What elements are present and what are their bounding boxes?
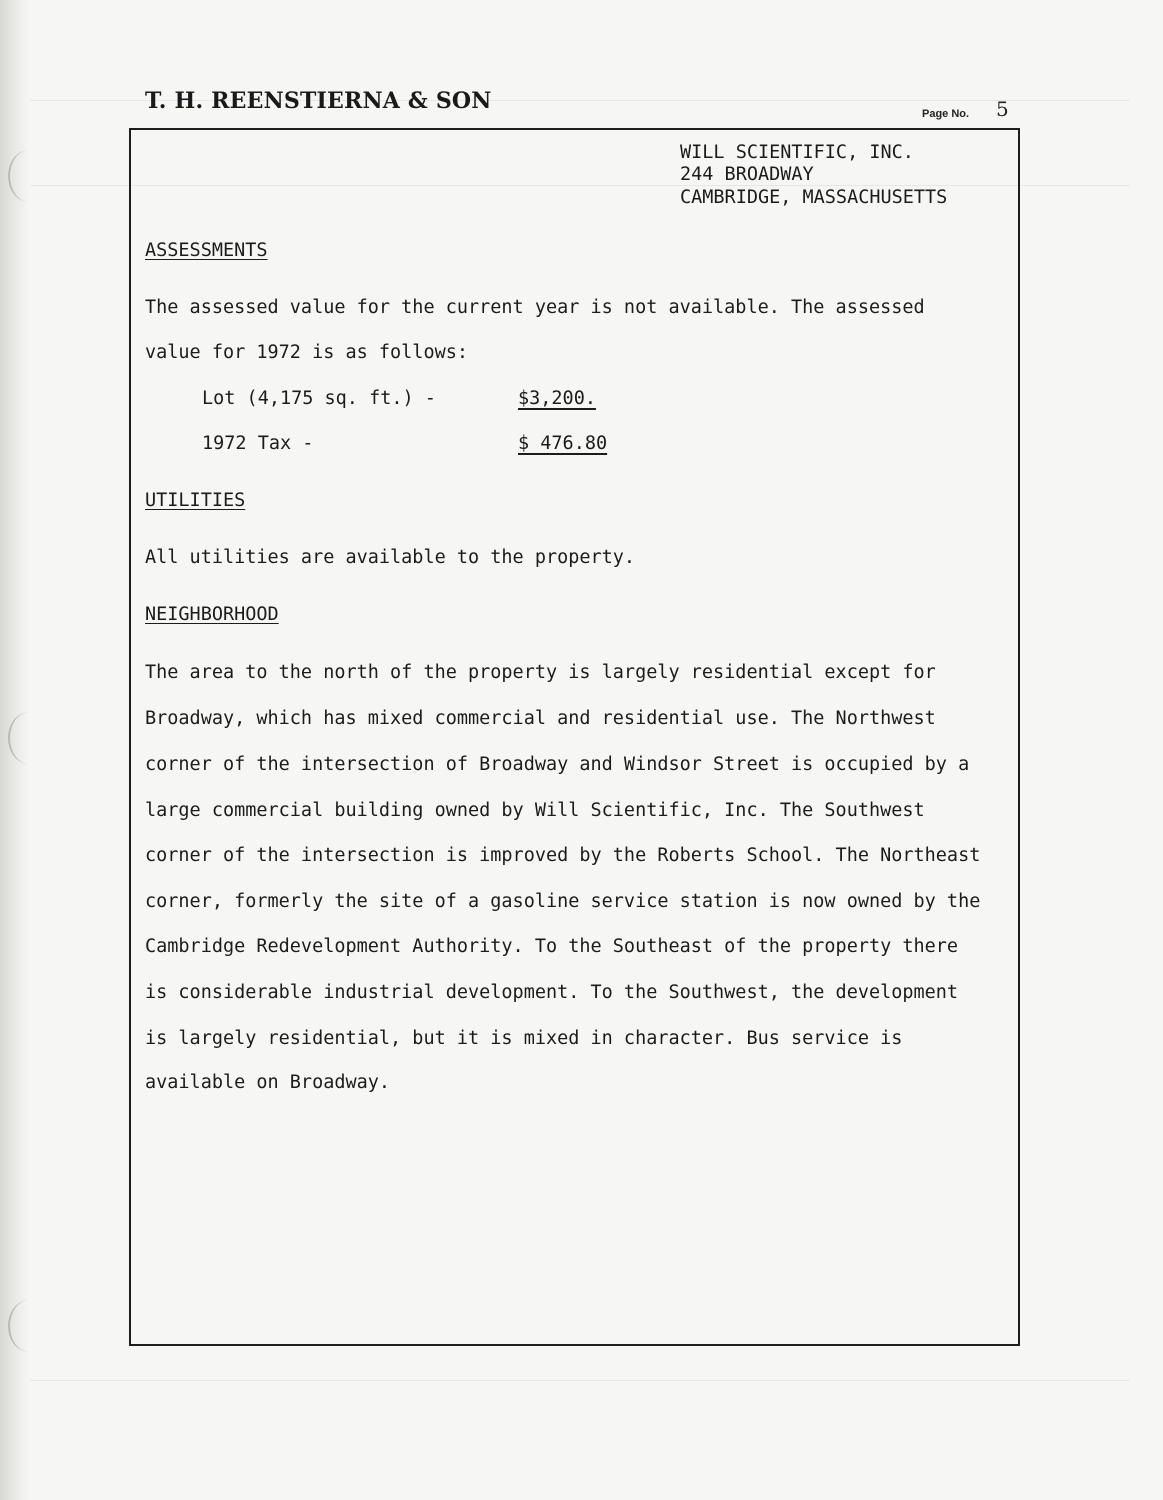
lot-value: $3,200. [518, 388, 596, 409]
tax-value: $ 476.80 [518, 433, 608, 454]
address-company: WILL SCIENTIFIC, INC. [680, 142, 914, 163]
neighborhood-line: Broadway, which has mixed commercial and residential use. The Northwest [145, 708, 936, 729]
tax-label: 1972 Tax - [202, 433, 314, 454]
punch-hole-bottom [8, 1300, 50, 1352]
assessments-paragraph-line: value for 1972 is as follows: [145, 342, 469, 363]
utilities-text: All utilities are available to the property. [145, 547, 636, 568]
neighborhood-line: is largely residential, but it is mixed in character. Bus service is [145, 1028, 903, 1049]
punch-hole-top [8, 150, 50, 202]
scan-artifact-line [30, 1380, 1130, 1381]
lot-label: Lot (4,175 sq. ft.) - [202, 388, 436, 409]
punch-hole-middle [8, 712, 50, 764]
neighborhood-line: corner of the intersection of Broadway and Windsor Street is occupied by a [145, 754, 970, 775]
neighborhood-line: available on Broadway. [145, 1072, 391, 1093]
neighborhood-line: corner, formerly the site of a gasoline service station is now owned by the [145, 891, 981, 912]
neighborhood-line: large commercial building owned by Will Scientific, Inc. The Southwest [145, 800, 925, 821]
utilities-heading: UTILITIES [145, 490, 246, 511]
assessments-heading: ASSESSMENTS [145, 240, 268, 261]
neighborhood-line: is considerable industrial development. To the Southwest, the development [145, 982, 959, 1003]
page-number: 5 [996, 97, 1009, 121]
neighborhood-heading: NEIGHBORHOOD [145, 604, 279, 625]
neighborhood-line: corner of the intersection is improved by the Roberts School. The Northeast [145, 845, 981, 866]
page-number-label: Page No. [922, 108, 970, 120]
address-street: 244 BROADWAY [680, 164, 814, 185]
firm-letterhead: T. H. REENSTIERNA & SON [145, 88, 492, 114]
address-city: CAMBRIDGE, MASSACHUSETTS [680, 187, 948, 208]
neighborhood-line: The area to the north of the property is largely residential except for [145, 662, 936, 683]
assessments-paragraph-line: The assessed value for the current year is not available. The assessed [145, 297, 925, 318]
neighborhood-line: Cambridge Redevelopment Authority. To the Southeast of the property there [145, 936, 959, 957]
